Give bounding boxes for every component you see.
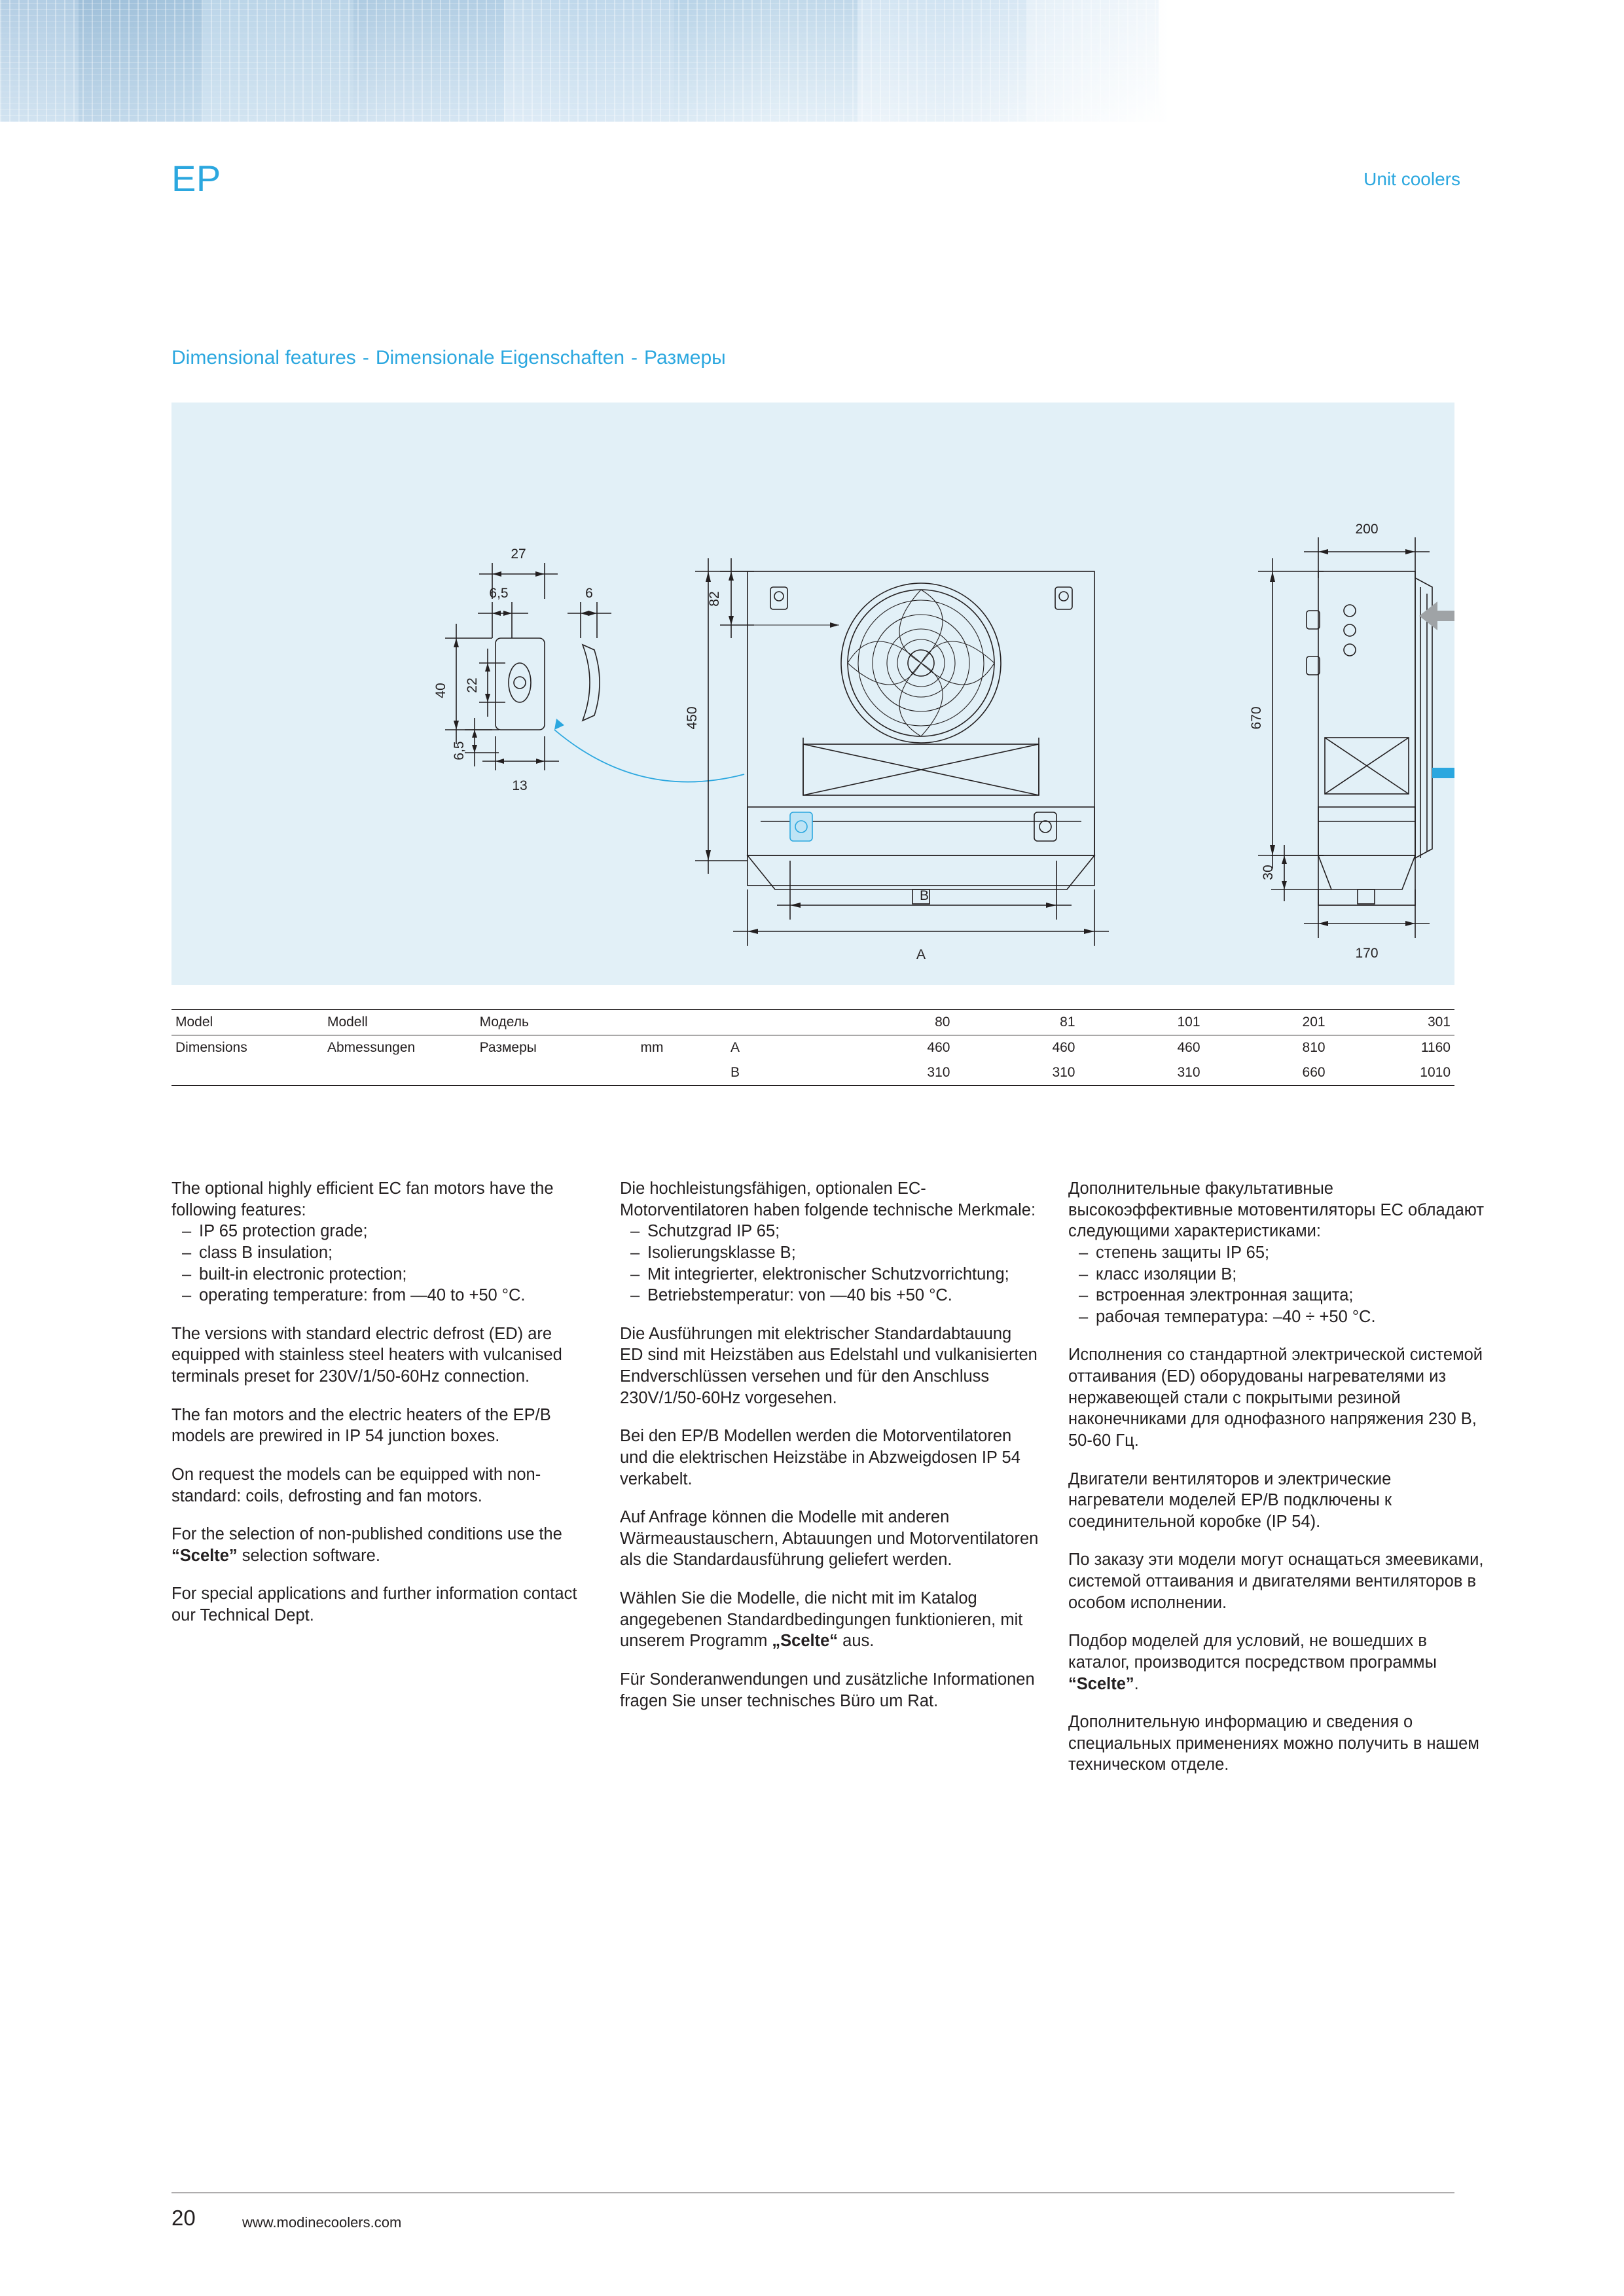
list-item: – рабочая температура: –40 ÷ +50 °C. bbox=[1068, 1306, 1487, 1328]
cell-unit bbox=[637, 1060, 727, 1086]
en-paragraph-2: The versions with standard electric defrost (ED) are equipped with stainless steel heaters with vulcanised terminals preset for 230V/1/50-60Hz connection. bbox=[171, 1324, 562, 1386]
ru-p5-part1: Подбор моделей для условий, не вошедших в каталог, производится посредством программы bbox=[1068, 1632, 1437, 1672]
header-model-de: Modell bbox=[323, 1010, 476, 1035]
page-title: EP bbox=[171, 158, 221, 199]
text-column-german bbox=[620, 1178, 1039, 1729]
ru-p5-scelte: “Scelte” bbox=[1068, 1674, 1134, 1693]
header-size-80: 80 bbox=[829, 1010, 954, 1035]
dim-label-65-left: 6,5 bbox=[489, 586, 509, 601]
ru-p5-part3: . bbox=[1134, 1674, 1139, 1693]
cell-value: 460 bbox=[1052, 1040, 1075, 1055]
ru-paragraph-6: Дополнительную информацию и сведения о специальных применениях можно получить в нашем техническом отделе. bbox=[1068, 1713, 1479, 1774]
dim-label-40: 40 bbox=[433, 683, 448, 698]
dim-label-A: A bbox=[916, 947, 926, 962]
cell-value: 660 bbox=[1204, 1060, 1329, 1086]
header-dim bbox=[727, 1010, 829, 1035]
de-intro: Die hochleistungsfähigen, optionalen EC-Motorventilatoren haben folgende technische Merkmale: bbox=[620, 1179, 1036, 1219]
de-p5-part1: Wählen Sie die Modelle, die nicht mit im Katalog angegebenen Standardbedingungen funktionieren, mit unserem Programm bbox=[620, 1589, 1023, 1651]
ru-paragraph-4: По заказу эти модели могут оснащаться змеевиками, системой оттаивания и двигателями вентиляторов в особом исполнении. bbox=[1068, 1551, 1484, 1612]
en-p5-scelte: “Scelte” bbox=[171, 1546, 238, 1565]
ru-intro: Дополнительные факультативные высокоэффективные мотовентиляторы ЕС обладают следующими характеристиками: bbox=[1068, 1179, 1485, 1241]
footer-website-url: www.modinecoolers.com bbox=[242, 2214, 402, 2231]
table-row bbox=[171, 1060, 1454, 1086]
cell-value: 1160 bbox=[1420, 1040, 1451, 1055]
en-paragraph-3: The fan motors and the electric heaters of the EP/B models are prewired in IP 54 junction boxes. bbox=[171, 1405, 551, 1446]
list-item: – Schutzgrad IP 65; bbox=[620, 1221, 1039, 1242]
list-item: – встроенная электронная защита; bbox=[1068, 1285, 1487, 1306]
dim-label-670: 670 bbox=[1249, 706, 1264, 730]
dim-label-13: 13 bbox=[512, 778, 528, 793]
en-paragraph-6: For special applications and further information contact our Technical Dept. bbox=[171, 1585, 577, 1624]
dim-label-6: 6 bbox=[585, 586, 593, 601]
cell-value: 310 bbox=[1079, 1060, 1204, 1086]
de-feature-list bbox=[620, 1221, 1039, 1306]
table-row bbox=[171, 1035, 1454, 1061]
cell-label-ru: Размеры bbox=[479, 1040, 537, 1055]
header-unit bbox=[637, 1010, 727, 1035]
header-model-ru: Модель bbox=[476, 1010, 637, 1035]
list-item: – built-in electronic protection; bbox=[171, 1264, 590, 1285]
de-paragraph-3: Bei den EP/B Modellen werden die Motorventilatoren und die elektrischen Heizstäbe in Abzweigdosen IP 54 verkabelt. bbox=[620, 1427, 1020, 1488]
list-item: – Mit integrierter, elektronischer Schutzvorrichtung; bbox=[620, 1264, 1039, 1285]
dimensional-drawing-svg bbox=[171, 403, 1454, 985]
section-title-separator-2: - bbox=[631, 347, 638, 368]
dim-label-200: 200 bbox=[1355, 522, 1379, 537]
de-p5-scelte: „Scelte“ bbox=[772, 1632, 839, 1651]
en-p5-part3: selection software. bbox=[237, 1546, 380, 1565]
de-paragraph-6: Für Sonderanwendungen und zusätzliche Informationen fragen Sie unser technisches Büro um Rat. bbox=[620, 1670, 1035, 1710]
text-column-russian bbox=[1068, 1178, 1487, 1793]
section-title-de: Dimensionale Eigenschaften bbox=[375, 347, 625, 368]
dim-label-65-bottom: 6,5 bbox=[452, 741, 467, 761]
cell-value: 460 bbox=[927, 1040, 950, 1055]
ru-feature-list bbox=[1068, 1242, 1487, 1328]
cell-unit: mm bbox=[640, 1040, 664, 1055]
de-paragraph-5 bbox=[620, 1588, 1039, 1652]
list-item: – operating temperature: from —40 to +50 °C. bbox=[171, 1285, 590, 1306]
section-title-en: Dimensional features bbox=[171, 347, 356, 368]
cell-value: 1010 bbox=[1329, 1060, 1454, 1086]
list-item: – Betriebstemperatur: von —40 bis +50 °C. bbox=[620, 1285, 1039, 1306]
header-size-101: 101 bbox=[1079, 1010, 1204, 1035]
section-title-separator-1: - bbox=[362, 347, 369, 368]
en-intro: The optional highly efficient EC fan motors have the following features: bbox=[171, 1179, 554, 1219]
dim-label-27: 27 bbox=[511, 547, 526, 562]
dim-label-30: 30 bbox=[1261, 865, 1276, 880]
cell-label-en bbox=[171, 1060, 323, 1086]
page-number: 20 bbox=[171, 2206, 196, 2230]
list-item: – Isolierungsklasse B; bbox=[620, 1242, 1039, 1264]
en-paragraph-5 bbox=[171, 1524, 590, 1566]
dimensions-table bbox=[171, 1009, 1454, 1086]
de-paragraph-2: Die Ausführungen mit elektrischer Standardabtauung ED sind mit Heizstäben aus Edelstahl und vulkanisierten Endverschlüssen versehen und für den Anschluss 230V/1/50-60Hz vorgesehen. bbox=[620, 1324, 1038, 1407]
header-category-label: Unit coolers bbox=[1363, 169, 1460, 189]
dim-label-450: 450 bbox=[685, 706, 700, 730]
cell-value: 310 bbox=[829, 1060, 954, 1086]
dim-label-170: 170 bbox=[1355, 946, 1379, 961]
text-column-english bbox=[171, 1178, 590, 1643]
de-p5-part3: aus. bbox=[838, 1632, 875, 1651]
cell-value: 310 bbox=[954, 1060, 1079, 1086]
header-size-201: 201 bbox=[1204, 1010, 1329, 1035]
cell-label-en: Dimensions bbox=[175, 1040, 247, 1055]
list-item: – class B insulation; bbox=[171, 1242, 590, 1264]
dim-label-82: 82 bbox=[707, 591, 722, 607]
table-header-row bbox=[171, 1010, 1454, 1035]
list-item: – IP 65 protection grade; bbox=[171, 1221, 590, 1242]
cell-label-ru bbox=[476, 1060, 637, 1086]
cell-label-de bbox=[323, 1060, 476, 1086]
dim-label-22: 22 bbox=[465, 677, 480, 693]
ru-paragraph-3: Двигатели вентиляторов и электрические нагреватели моделей ЕР/В подключены к соединительной коробке (IP 54). bbox=[1068, 1469, 1392, 1531]
ru-paragraph-2: Исполнения со стандартной электрической системой оттаивания (ED) оборудованы нагревателями из нержавеющей стали с покрытыми резиной наконечниками для однофазного напряжения 230 В, 50-60 Гц. bbox=[1068, 1346, 1483, 1450]
header-size-301: 301 bbox=[1329, 1010, 1454, 1035]
section-title bbox=[171, 347, 726, 369]
cell-label-de: Abmessungen bbox=[327, 1040, 416, 1055]
cell-dim: A bbox=[731, 1040, 740, 1055]
en-feature-list bbox=[171, 1221, 590, 1306]
cell-value: 810 bbox=[1302, 1040, 1326, 1055]
cell-value: 460 bbox=[1177, 1040, 1200, 1055]
section-title-ru: Размеры bbox=[644, 347, 726, 368]
list-item: – степень защиты IP 65; bbox=[1068, 1242, 1487, 1264]
dim-label-B: B bbox=[919, 888, 929, 903]
list-item: – класс изоляции В; bbox=[1068, 1264, 1487, 1285]
en-p5-part1: For the selection of non-published conditions use the bbox=[171, 1525, 562, 1544]
cell-dim: B bbox=[727, 1060, 829, 1086]
de-paragraph-4: Auf Anfrage können die Modelle mit anderen Wärmeaustauschern, Abtauungen und Motorventilatoren als die Standardausführung geliefert werden. bbox=[620, 1508, 1039, 1570]
header-model-en: Model bbox=[171, 1010, 323, 1035]
ru-paragraph-5 bbox=[1068, 1630, 1487, 1695]
photo-band-texture bbox=[0, 0, 1624, 122]
header-size-81: 81 bbox=[954, 1010, 1079, 1035]
en-paragraph-4: On request the models can be equipped with non-standard: coils, defrosting and fan motors. bbox=[171, 1465, 541, 1505]
dimensional-drawing bbox=[171, 403, 1454, 985]
header-photo-band bbox=[0, 0, 1624, 122]
